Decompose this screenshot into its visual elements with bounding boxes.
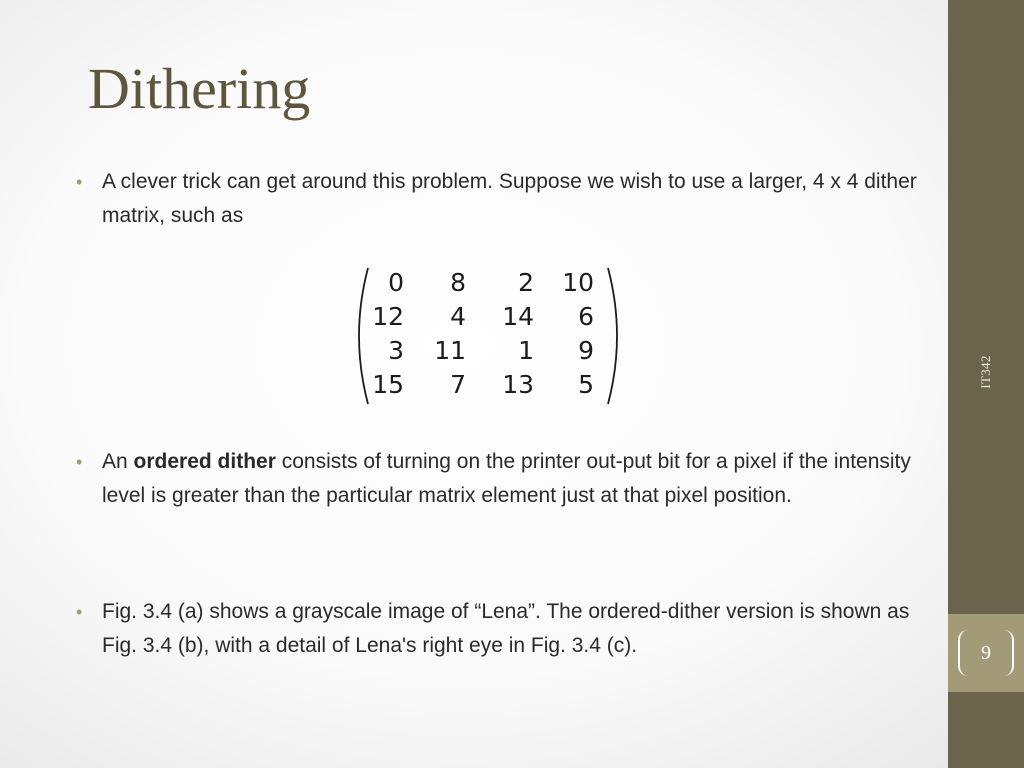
matrix-cell: 0 — [388, 268, 404, 297]
page-number: 9 — [981, 642, 991, 664]
matrix-cell: 6 — [578, 302, 594, 331]
bullet-text-segment: consists of turning on the printer out-put bit for a pixel if the intensity level is greater than the particular matrix element just at that pixel position. — [102, 450, 911, 507]
dither-matrix — [350, 264, 626, 408]
matrix-cell: 2 — [518, 268, 534, 297]
matrix-cell: 10 — [562, 268, 594, 297]
matrix-cell: 3 — [388, 336, 404, 365]
bullet-text-segment: A clever trick can get around this problem. Suppose we wish to use a larger, 4 x 4 dither matrix, such as — [102, 170, 917, 227]
course-code-label: IT342 — [978, 355, 993, 389]
matrix-cell: 9 — [578, 336, 594, 365]
matrix-cell: 1 — [518, 336, 534, 365]
ordered-dither-term: ordered dither — [133, 450, 276, 473]
matrix-cell: 8 — [450, 268, 466, 297]
bullet-marker-icon: • — [76, 172, 83, 192]
matrix-cell: 5 — [578, 370, 594, 399]
bullet-text-segment: An — [102, 450, 134, 473]
matrix-cell: 12 — [372, 302, 404, 331]
right-bracket — [608, 268, 617, 404]
matrix-cell: 7 — [450, 370, 466, 399]
matrix-cell: 13 — [502, 370, 534, 399]
matrix-cell: 15 — [372, 370, 404, 399]
bullet-text-segment: Fig. 3.4 (a) shows a grayscale image of “Lena”. The ordered-dither version is shown as Fig. 3.4 (b), with a detail of Lena's right eye in Fig. 3.4 (c). — [102, 600, 910, 657]
bullet-intro — [76, 165, 918, 233]
bullet-text — [102, 600, 909, 657]
matrix-cell: 11 — [434, 336, 466, 365]
bullet-marker-icon: • — [76, 452, 83, 472]
matrix-cell: 4 — [450, 302, 466, 331]
bullet-lena-figure — [76, 595, 918, 663]
slide-title: Dithering — [88, 56, 311, 121]
matrix-cell: 14 — [502, 302, 534, 331]
bullet-text — [102, 450, 911, 507]
bullet-ordered-dither — [76, 445, 918, 513]
bullet-text — [102, 170, 917, 227]
bullet-marker-icon: • — [76, 602, 83, 622]
